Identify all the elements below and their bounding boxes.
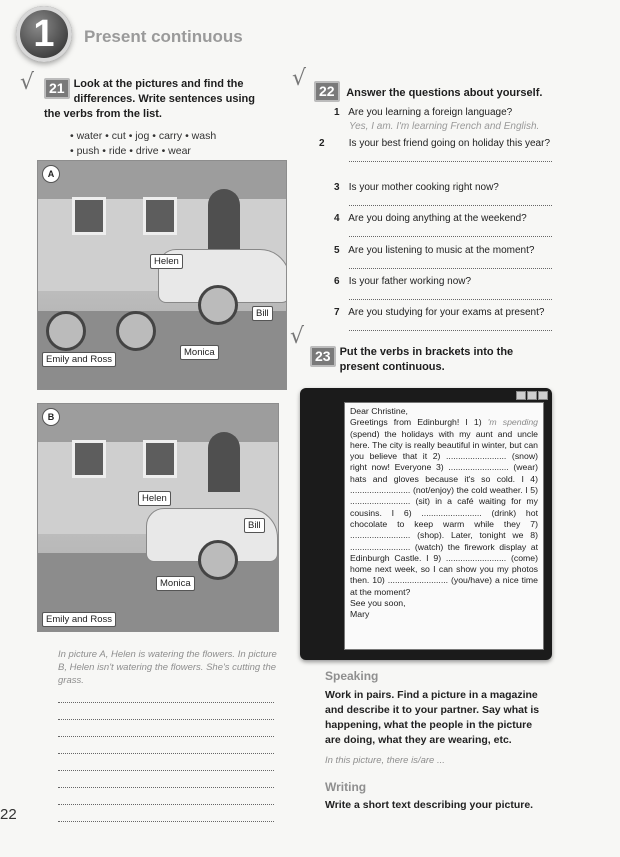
exercise-21-answer-lines [58, 686, 274, 822]
label-monica: Monica [180, 345, 219, 360]
question-text: Is your best friend going on holiday this year? [348, 138, 551, 149]
door-shape [208, 432, 240, 492]
roof-shape [38, 161, 286, 199]
letter-body-rest: (spend) the holidays with my aunt and uncle here. The city is really beautiful in winter, but can you believe that it 2) ......................... (snow) right now! Everyone 3) ......................... (wear) hats and gloves because it's so cold. I 4) ......................... (not/enjoy) the cold weather. I 5) ......................... (sit) in a café waiting for my cousins. I 6) ......................... (drink) hot chocolate to keep warm while they 7) ......................... (shop). Later, tonight we 8) ......................... (watch) the firework display at Edinburgh Castle. I 9) ......................... (come) home next week, so I can show you my photos then. 10) ......................... (you/have) a nice time at the moment? [350, 428, 538, 597]
page-number: 22 [0, 806, 17, 823]
answer-line[interactable] [58, 771, 274, 788]
letter-body [350, 417, 538, 598]
question-2 [319, 137, 552, 162]
bicycle-wheel-shape [116, 311, 156, 351]
verb-list-line-1: • water • cut • jog • carry • wash [70, 130, 217, 142]
writing-instruction: Write a short text describing your picture. [325, 799, 534, 811]
question-6 [334, 275, 552, 300]
unit-title: Present continuous [84, 27, 243, 46]
exercise-23-number: 23 [310, 346, 336, 367]
window-shape [72, 440, 106, 478]
exercise-22-number: 22 [314, 81, 340, 102]
question-text: Are you learning a foreign language? [348, 107, 513, 118]
letter-text [344, 402, 544, 650]
answer-line[interactable] [349, 320, 552, 331]
question-1 [334, 106, 552, 134]
question-7 [334, 306, 552, 331]
wheel-shape [198, 285, 238, 325]
picture-b [37, 403, 279, 632]
letter-body-start: Greetings from Edinburgh! I 1) [350, 417, 482, 428]
exercise-23-heading [310, 345, 550, 375]
question-number: 3 [334, 182, 340, 193]
answer-line[interactable] [349, 258, 552, 269]
picture-a [37, 160, 287, 390]
question-number: 5 [334, 245, 340, 256]
writing-heading: Writing [325, 780, 367, 794]
exercise-22-heading [314, 81, 554, 102]
question-number: 4 [334, 213, 340, 224]
exercise-21-example: In picture A, Helen is watering the flowers. In picture B, Helen isn't watering the flowers. She's cutting the grass. [58, 649, 277, 686]
letter-closing: See you soon, [350, 598, 406, 609]
question-number: 6 [334, 276, 340, 287]
exercise-21-heading [44, 77, 266, 122]
speaking-example: In this picture, there is/are ... [325, 755, 445, 766]
question-text: Are you studying for your exams at present? [348, 307, 545, 318]
answer-line[interactable] [349, 289, 552, 300]
answer-line[interactable] [58, 805, 274, 822]
check-mark-icon: √ [290, 324, 305, 349]
window-shape [72, 197, 106, 235]
example-answer: Yes, I am. I'm learning French and English. [349, 121, 540, 132]
label-bill: Bill [244, 518, 265, 533]
door-shape [208, 189, 240, 249]
answer-line[interactable] [349, 195, 552, 206]
answer-line[interactable] [58, 686, 274, 703]
check-mark-icon: √ [20, 70, 35, 95]
question-text: Is your father working now? [348, 276, 472, 287]
question-number: 1 [334, 107, 340, 118]
letter-signature: Mary [350, 609, 370, 620]
answer-line[interactable] [349, 226, 552, 237]
picture-b-letter: B [42, 408, 60, 426]
picture-a-letter: A [42, 165, 60, 183]
answer-line[interactable] [58, 754, 274, 771]
verb-list-line-2: • push • ride • drive • wear [70, 145, 191, 157]
question-number: 2 [319, 138, 325, 149]
question-number: 7 [334, 307, 340, 318]
question-4 [334, 212, 552, 237]
question-text: Is your mother cooking right now? [348, 182, 499, 193]
label-helen: Helen [138, 491, 171, 506]
speaking-instruction: Work in pairs. Find a picture in a magazine and describe it to your partner. Say what is happening, what the people in the picture are doing, what they are wearing, etc. [325, 689, 540, 746]
verb-list [70, 129, 216, 159]
label-monica: Monica [156, 576, 195, 591]
exercise-21-number: 21 [44, 78, 70, 99]
speaking-heading: Speaking [325, 669, 379, 683]
label-emily-and-ross: Emily and Ross [42, 352, 116, 367]
answer-line[interactable] [58, 720, 274, 737]
bicycle-wheel-shape [46, 311, 86, 351]
maximize-icon[interactable] [527, 391, 537, 400]
answer-line[interactable] [58, 788, 274, 805]
question-3 [334, 181, 552, 206]
roof-shape [38, 404, 278, 442]
exercise-22-instruction: Answer the questions about yourself. [346, 87, 543, 99]
label-helen: Helen [150, 254, 183, 269]
answer-line[interactable] [58, 703, 274, 720]
window-shape [143, 440, 177, 478]
answer-line[interactable] [349, 151, 552, 162]
minimize-icon[interactable] [516, 391, 526, 400]
close-icon[interactable] [538, 391, 548, 400]
letter-greeting: Dear Christine, [350, 406, 408, 416]
wheel-shape [198, 540, 238, 580]
question-text: Are you doing anything at the weekend? [348, 213, 527, 224]
exercise-23-instruction: Put the verbs in brackets into the present continuous. [339, 346, 514, 373]
letter-example-answer: 'm spending [487, 417, 538, 428]
letter-window [300, 388, 552, 660]
label-emily-and-ross: Emily and Ross [42, 612, 116, 627]
check-mark-icon: √ [292, 66, 307, 91]
window-shape [143, 197, 177, 235]
unit-number-badge: 1 [16, 6, 72, 62]
answer-line[interactable] [58, 737, 274, 754]
exercise-21-instruction: Look at the pictures and find the differences. Write sentences using the verbs from the list. [44, 78, 255, 120]
label-bill: Bill [252, 306, 273, 321]
question-5 [334, 244, 552, 269]
question-text: Are you listening to music at the moment? [348, 245, 535, 256]
